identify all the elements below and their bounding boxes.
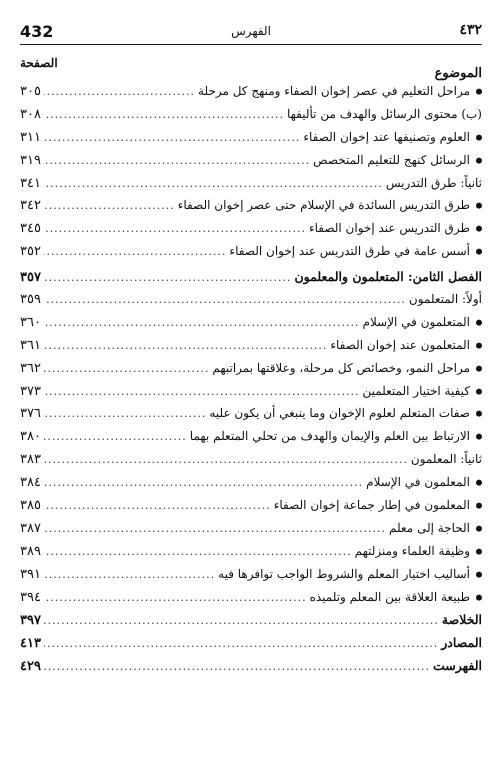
toc-entry bbox=[20, 406, 482, 429]
dot-leader bbox=[44, 660, 430, 673]
toc-entry-page: ٣٦١ bbox=[20, 337, 41, 353]
dot-leader bbox=[44, 385, 360, 398]
toc-entry bbox=[20, 315, 482, 338]
dot-leader bbox=[44, 108, 284, 121]
toc-entry-page: ٣٧٦ bbox=[20, 406, 41, 422]
toc-entry-page: ٤١٣ bbox=[20, 636, 41, 652]
toc-entry-page: ٣٨٥ bbox=[20, 498, 41, 514]
dot-leader bbox=[44, 591, 307, 604]
dot-leader bbox=[44, 407, 206, 420]
toc-entry-title: الخلاصة bbox=[441, 612, 482, 628]
toc-entry-page: ٣٠٨ bbox=[20, 106, 41, 122]
toc-entry bbox=[20, 452, 482, 475]
toc-entry-page: ٤٢٩ bbox=[20, 659, 41, 675]
toc-entry bbox=[20, 176, 482, 199]
dot-leader bbox=[44, 293, 406, 306]
toc-entry-title: المعلمون في الإسلام bbox=[366, 475, 482, 489]
toc-entry-title: الرسائل كنهج للتعليم المتخصص bbox=[313, 153, 482, 167]
table-of-contents bbox=[20, 84, 482, 681]
toc-entry bbox=[20, 475, 482, 498]
toc-entry-page: ٣٤٥ bbox=[20, 221, 41, 237]
toc-entry-title: (ب) محتوى الرسائل والهدف من تأليفها bbox=[286, 106, 482, 121]
toc-entry bbox=[20, 292, 482, 315]
toc-entry-page: ٣٦٢ bbox=[20, 360, 41, 376]
page-header bbox=[20, 18, 482, 45]
toc-entry-title: طرق التدريس السائدة في الإسلام حتى عصر إخوان الصفاء bbox=[178, 198, 482, 212]
toc-entry-page: ٣٩٧ bbox=[20, 613, 41, 629]
toc-entry-title: كيفية اختيار المتعلمين bbox=[362, 384, 482, 398]
toc-entry bbox=[20, 361, 482, 384]
toc-entry-title: أساليب اختيار المعلم والشروط الواجب توافرها فيه bbox=[218, 567, 482, 581]
toc-entry-page: ٣٧٣ bbox=[20, 383, 41, 399]
toc-entry-title: المتعلمون في الإسلام bbox=[363, 315, 482, 329]
dot-leader bbox=[44, 545, 352, 558]
dot-leader bbox=[44, 131, 300, 144]
toc-entry-title: مراحل التعليم في عصر إخوان الصفاء ومنهج كل مرحلة bbox=[198, 84, 482, 98]
toc-entry-page: ٣٨٧ bbox=[20, 520, 41, 536]
toc-entry-title: أولاً: المتعلمون bbox=[408, 292, 482, 307]
toc-entry-title: الفصل الثامن: المتعلمون والمعلمون bbox=[294, 269, 482, 285]
toc-entry bbox=[20, 429, 482, 452]
dot-leader bbox=[44, 430, 187, 443]
toc-entry-page: ٣٥٩ bbox=[20, 292, 41, 308]
toc-entry-page: ٣١٩ bbox=[20, 152, 41, 168]
toc-entry-page: ٣٦٠ bbox=[20, 314, 41, 330]
toc-entry-page: ٣٤١ bbox=[20, 175, 41, 191]
page-number-latin: 432 bbox=[20, 22, 54, 41]
toc-entry-title: ثانياً: طرق التدريس bbox=[385, 175, 482, 190]
toc-entry-title: المعلمون في إطار جماعة إخوان الصفاء bbox=[274, 498, 482, 512]
toc-entry bbox=[20, 498, 482, 521]
dot-leader bbox=[44, 339, 327, 352]
toc-entry bbox=[20, 544, 482, 567]
toc-entry bbox=[20, 107, 482, 130]
toc-entry bbox=[20, 84, 482, 107]
toc-entry bbox=[20, 221, 482, 244]
toc-entry bbox=[20, 269, 482, 292]
toc-entry-page: ٣٥٧ bbox=[20, 270, 41, 286]
toc-entry bbox=[20, 338, 482, 361]
topic-heading: الموضوع bbox=[434, 66, 482, 81]
toc-entry-page: ٣٨٤ bbox=[20, 475, 41, 491]
dot-leader bbox=[44, 245, 226, 258]
toc-entry-title: المصادر bbox=[441, 635, 482, 651]
toc-entry bbox=[20, 130, 482, 153]
toc-entry-page: ٣٤٢ bbox=[20, 198, 41, 214]
dot-leader bbox=[44, 614, 439, 627]
toc-entry bbox=[20, 153, 482, 176]
toc-entry bbox=[20, 198, 482, 221]
dot-leader bbox=[44, 362, 209, 375]
dot-leader bbox=[44, 271, 292, 284]
dot-leader bbox=[44, 499, 271, 512]
dot-leader bbox=[44, 154, 310, 167]
toc-entry bbox=[20, 612, 482, 635]
toc-entry-page: ٣٥٢ bbox=[20, 244, 41, 260]
toc-entry-title: العلوم وتصنيفها عند إخوان الصفاء bbox=[303, 130, 482, 144]
toc-entry-title: صفات المتعلم لعلوم الإخوان وما ينبغي أن يكون عليه bbox=[209, 406, 482, 420]
page-heading: الصفحة bbox=[20, 56, 58, 70]
toc-entry-title: الحاجة إلى معلم bbox=[389, 521, 482, 535]
dot-leader bbox=[44, 476, 363, 489]
toc-entry-page: ٣١١ bbox=[20, 129, 41, 145]
toc-entry-title: مراحل النمو، وخصائص كل مرحلة، وعلاقتها بمراتبهم bbox=[212, 361, 482, 375]
dot-leader bbox=[44, 637, 438, 650]
toc-entry bbox=[20, 567, 482, 590]
dot-leader bbox=[44, 522, 386, 535]
toc-entry-title: المتعلمون عند إخوان الصفاء bbox=[330, 338, 482, 352]
toc-entry bbox=[20, 635, 482, 658]
toc-entry-page: ٣٠٥ bbox=[20, 84, 41, 99]
toc-entry-title: وظيفة العلماء ومنزلتهم bbox=[355, 544, 482, 558]
toc-entry bbox=[20, 521, 482, 544]
toc-entry-page: ٣٨٣ bbox=[20, 452, 41, 468]
toc-entry-page: ٣٩١ bbox=[20, 566, 41, 582]
dot-leader bbox=[44, 177, 383, 190]
dot-leader bbox=[44, 222, 306, 235]
toc-entry-page: ٣٩٤ bbox=[20, 589, 41, 605]
dot-leader bbox=[44, 199, 175, 212]
running-title: الفهرس bbox=[231, 24, 271, 38]
column-headings bbox=[20, 54, 482, 84]
toc-entry-title: الارتباط بين العلم والإيمان والهدف من تحلي المتعلم بهما bbox=[190, 429, 482, 443]
toc-entry-title: أسس عامة في طرق التدريس عند إخوان الصفاء bbox=[229, 244, 482, 258]
toc-entry-page: ٣٨٩ bbox=[20, 543, 41, 559]
page-number-arabic: ٤٣٢ bbox=[459, 22, 482, 38]
toc-entry bbox=[20, 590, 482, 613]
toc-entry-page: ٣٨٠ bbox=[20, 429, 41, 445]
toc-entry bbox=[20, 384, 482, 407]
dot-leader bbox=[44, 568, 215, 581]
toc-entry bbox=[20, 658, 482, 681]
toc-entry bbox=[20, 244, 482, 267]
toc-entry-title: الفهرست bbox=[432, 658, 482, 674]
toc-entry-title: ثانياً: المعلمون bbox=[410, 452, 482, 467]
dot-leader bbox=[44, 316, 360, 329]
toc-entry-title: طرق التدريس عند إخوان الصفاء bbox=[309, 221, 482, 235]
dot-leader bbox=[44, 453, 408, 466]
toc-entry-title: طبيعة العلاقة بين المعلم وتلميذه bbox=[310, 590, 482, 604]
dot-leader bbox=[44, 85, 195, 98]
